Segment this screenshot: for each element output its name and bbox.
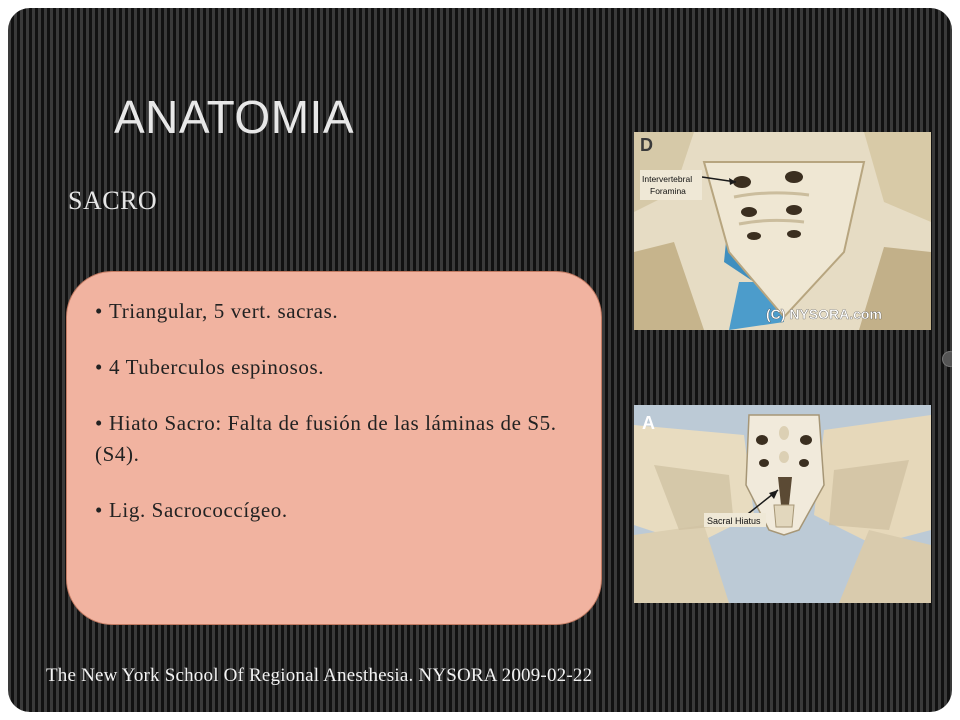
- slide-title: ANATOMIA: [114, 91, 354, 143]
- sacrum-anterior-photo: [634, 132, 931, 330]
- bullet-text: Lig. Sacrococcígeo.: [109, 498, 288, 522]
- bullet-text: 4 Tuberculos espinosos.: [109, 355, 325, 379]
- sacrum-posterior-illustration: [634, 405, 931, 603]
- bullet-item: • Hiato Sacro: Falta de fusión de las láminas de S5. (S4).: [95, 411, 557, 466]
- bullet-item: • Lig. Sacrococcígeo.: [95, 498, 288, 522]
- bullet-box: [66, 271, 602, 625]
- sacrum-anterior-illustration: [634, 132, 931, 330]
- foramina-label-line1: Intervertebral: [642, 174, 693, 184]
- bullet-list: [95, 296, 571, 526]
- slide-footer: The New York School Of Regional Anesthesia. NYSORA 2009-02-22: [46, 665, 593, 686]
- panel-letter-d: D: [640, 135, 653, 155]
- foramina-label-line2: Foramina: [650, 186, 686, 196]
- bullet-item: • 4 Tuberculos espinosos.: [95, 355, 325, 379]
- bullet-item: • Triangular, 5 vert. sacras.: [95, 299, 339, 323]
- bullet-text: Triangular, 5 vert. sacras.: [109, 299, 339, 323]
- photo-credit: (C) NYSORA.com: [766, 306, 882, 322]
- sacrum-posterior-photo: [634, 405, 931, 603]
- panel-letter-a: A: [642, 413, 655, 433]
- slide: [8, 8, 952, 712]
- hiatus-label: Sacral Hiatus: [707, 516, 761, 526]
- slide-subtitle: SACRO: [68, 186, 158, 215]
- bullet-text: Hiato Sacro: Falta de fusión de las láminas de S5. (S4).: [95, 411, 557, 466]
- edge-dot-decoration: [942, 351, 952, 367]
